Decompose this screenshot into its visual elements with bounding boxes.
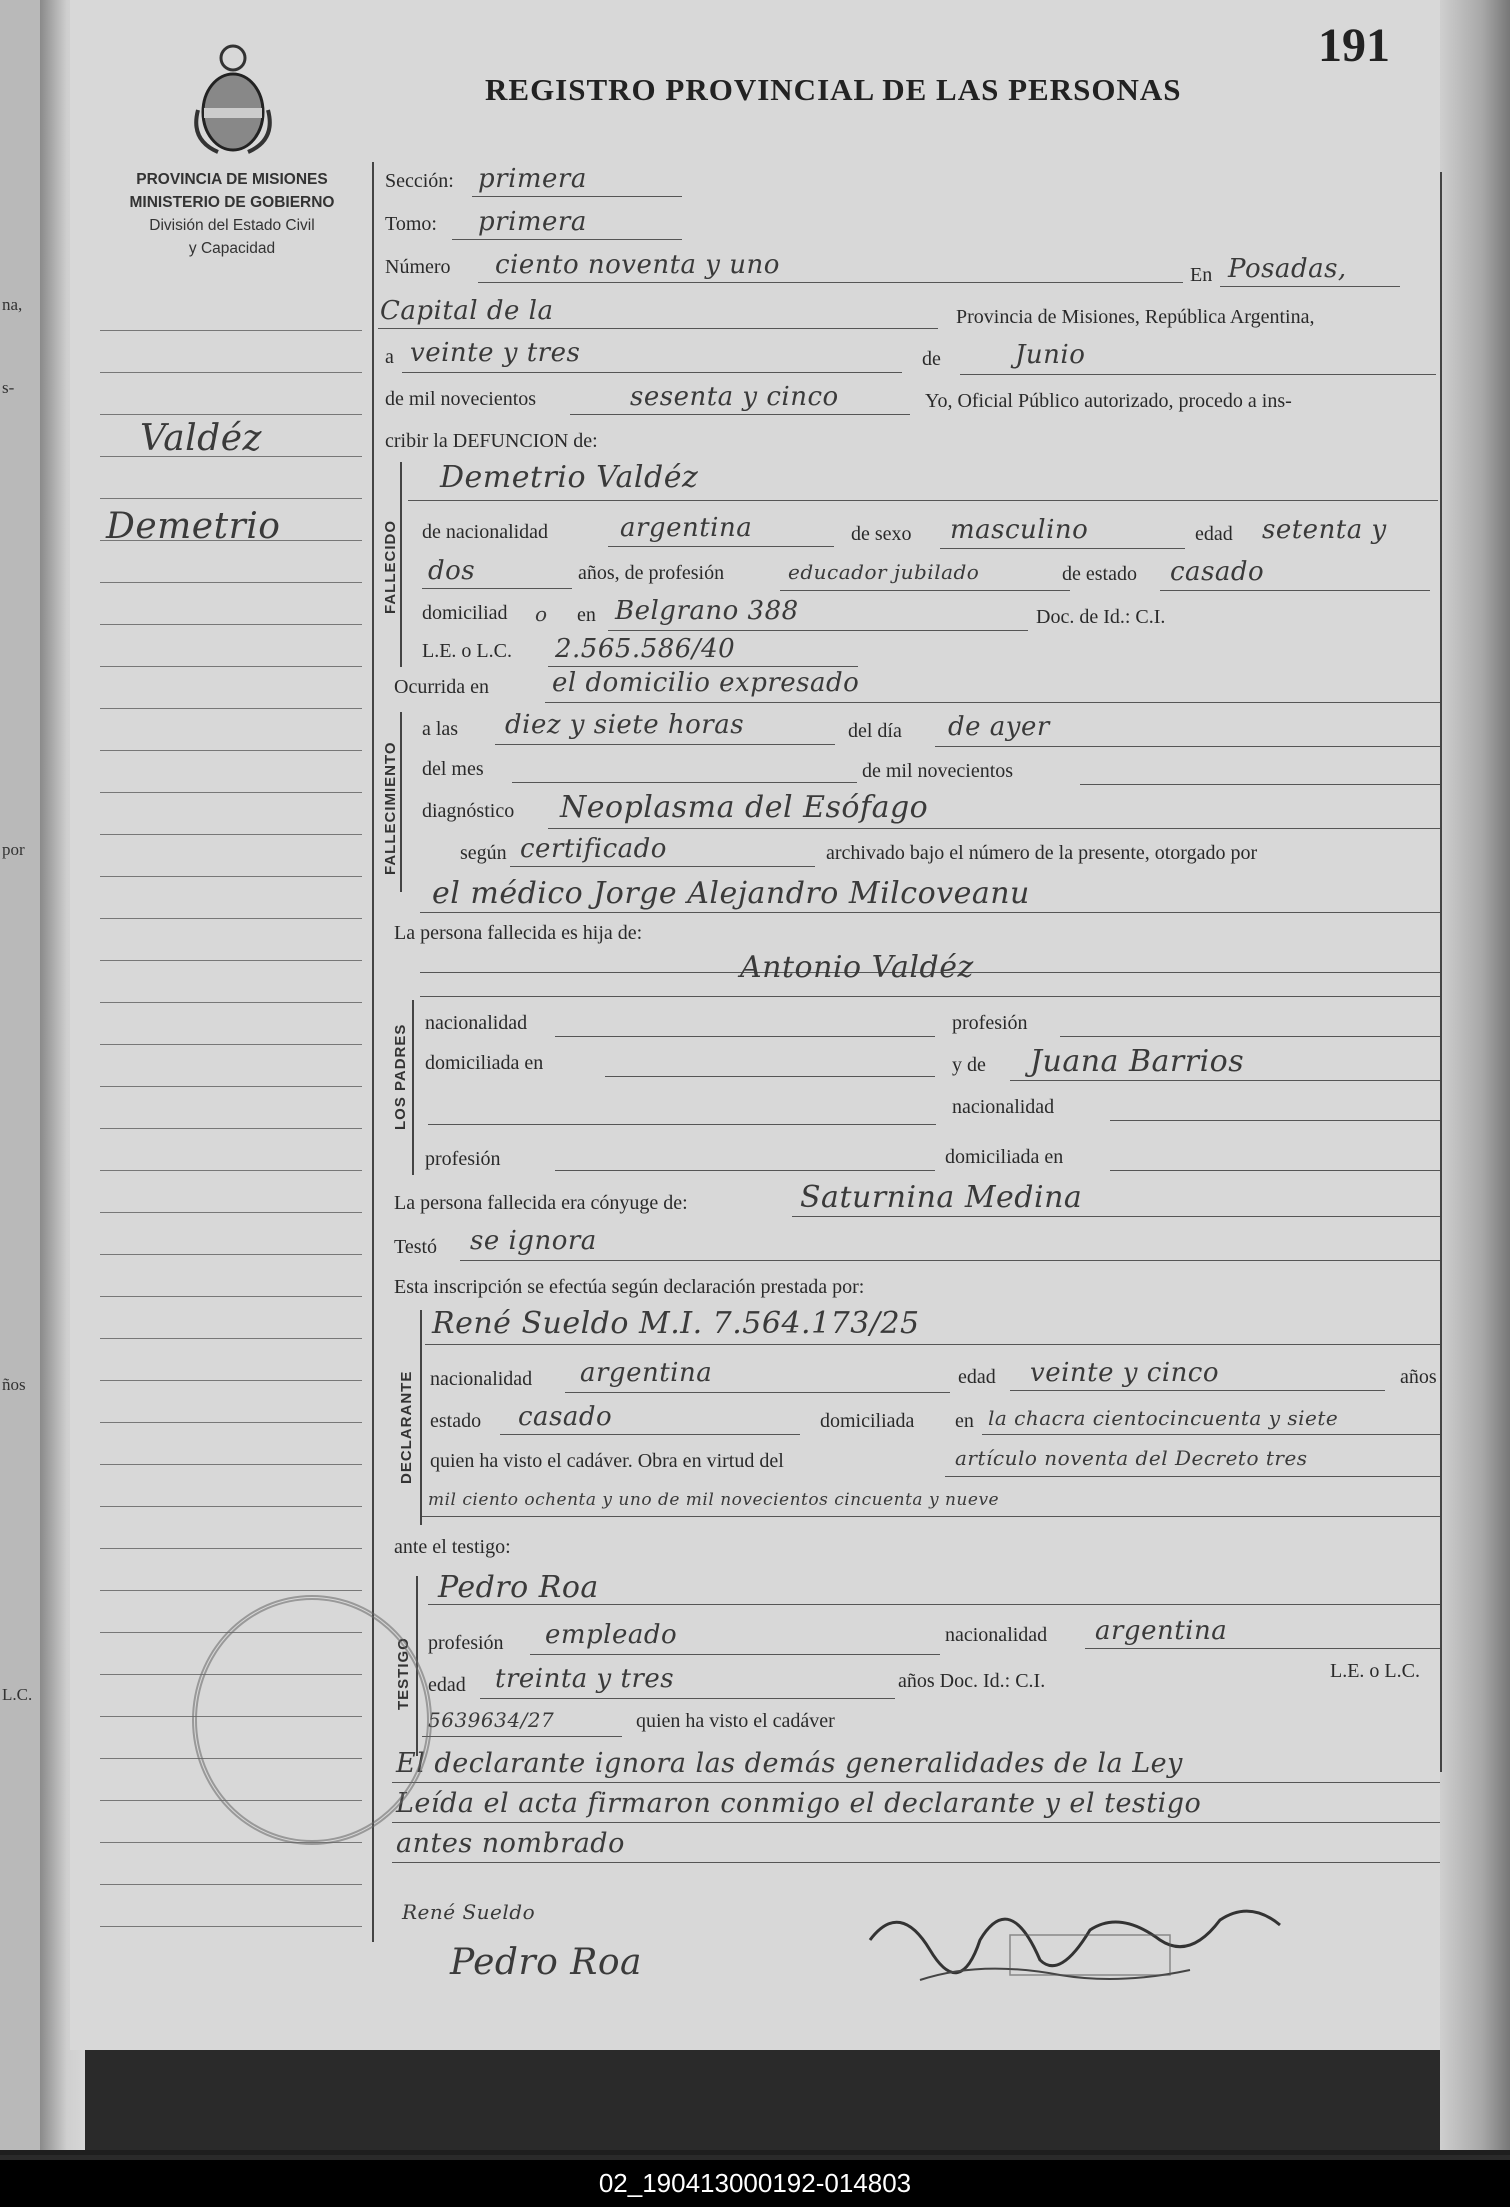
medico-line [420, 912, 1440, 913]
coat-of-arms-icon [188, 40, 278, 160]
margin-rule [100, 1590, 362, 1591]
nacionalidad-label: de nacionalidad [422, 521, 549, 543]
signature-testigo: Pedro Roa [450, 1942, 643, 1983]
anio-value: sesenta y cinco [630, 382, 839, 412]
declarante-edad-label: edad [958, 1366, 996, 1388]
declarante-domicilio: la chacra cientocincuenta y siete [988, 1406, 1339, 1430]
de-label: de [922, 348, 941, 370]
signature-declarante: René Sueldo [402, 1900, 536, 1924]
madre-nacionalidad-label: nacionalidad [952, 1096, 1055, 1118]
testigo-nacionalidad: argentina [1095, 1616, 1228, 1646]
dia-value: de ayer [948, 712, 1050, 742]
testigo-nombre: Pedro Roa [438, 1570, 599, 1605]
profesion-value: educador jubilado [788, 560, 980, 584]
declarante-side-label: DECLARANTE [398, 1370, 415, 1484]
left-page-fragment: na, [2, 295, 23, 314]
seccion-value: primera [478, 164, 587, 194]
del-mes-line [512, 782, 857, 783]
margin-rule [100, 666, 362, 667]
margin-rule [100, 708, 362, 709]
declarante-nombre-line [425, 1344, 1440, 1345]
testigo-doc-value: 5639634/27 [428, 1708, 555, 1732]
hora-value: diez y siete horas [505, 710, 745, 740]
nota-line-1: El declarante ignora las demás generalidades de la Ley [396, 1748, 1183, 1779]
scan-bottom-edge [0, 2150, 1510, 2155]
edad-value-1: setenta y [1262, 515, 1387, 545]
conyuge-line [792, 1216, 1440, 1217]
testigo-doc-label: años Doc. Id.: C.I. [898, 1670, 1046, 1692]
le-label: L.E. o L.C. [422, 640, 512, 662]
official-round-stamp [192, 1595, 432, 1845]
fallecimiento-side-label: FALLECIMIENTO [382, 741, 399, 875]
domicilio-en-label: en [577, 604, 596, 626]
madre-line [1010, 1080, 1440, 1081]
declarante-domicilio-line [982, 1434, 1440, 1435]
madre-profesion-label: profesión [425, 1148, 501, 1170]
tomo-line [452, 239, 682, 240]
ocurrida-line [545, 702, 1440, 703]
nota-line-1-rule [392, 1782, 1440, 1783]
estado-line [1160, 590, 1430, 591]
declarante-obra-2-line [422, 1516, 1440, 1517]
fallecido-side-label: FALLECIDO [382, 520, 399, 614]
edad-label: edad [1195, 523, 1233, 545]
padres-bracket [412, 1000, 414, 1175]
margin-rule [100, 960, 362, 961]
testigo-le-label: L.E. o L.C. [1330, 1660, 1420, 1682]
dia-value: veinte y tres [410, 338, 581, 368]
declarante-quien-text: quien ha visto el cadáver. Obra en virtud del [430, 1450, 784, 1472]
tomo-label: Tomo: [385, 213, 437, 235]
page-number: 191 [1318, 19, 1390, 72]
declarante-nombre: René Sueldo M.I. 7.564.173/25 [432, 1306, 920, 1341]
numero-line [478, 282, 1183, 283]
header-capacidad: y Capacidad [188, 240, 276, 257]
inscribir-text: cribir la DEFUNCION de: [385, 430, 598, 452]
mes-line [960, 374, 1436, 375]
margin-rule [100, 918, 362, 919]
padre-profesion-line [1060, 1036, 1440, 1037]
numero-label: Número [385, 256, 451, 278]
margin-rule [100, 876, 362, 877]
declarante-estado-line [500, 1434, 800, 1435]
document-title: REGISTRO PROVINCIAL DE LAS PERSONAS [485, 72, 1182, 107]
margin-rule [100, 1170, 362, 1171]
margin-surname: Valdéz [140, 418, 262, 459]
capital-line [378, 328, 938, 329]
declarante-obra-1-line [945, 1476, 1440, 1477]
padre-profesion-label: profesión [952, 1012, 1028, 1034]
margin-rule [100, 1002, 362, 1003]
segun-line [510, 866, 815, 867]
official-signature-icon [860, 1880, 1290, 2000]
padre-domicilio-line-2 [428, 1124, 936, 1125]
inscripcion-text: Esta inscripción se efectúa según declaración prestada por: [394, 1276, 865, 1298]
margin-rule [100, 330, 362, 331]
oficial-text: Yo, Oficial Público autorizado, procedo a ins- [925, 390, 1292, 412]
anio-line [570, 414, 910, 415]
declarante-obra-1: artículo noventa del Decreto tres [955, 1446, 1308, 1470]
en-line [1220, 286, 1400, 287]
margin-rule [100, 1296, 362, 1297]
seccion-line [472, 196, 682, 197]
margin-rule [100, 1380, 362, 1381]
fallecido-nombre-line [408, 500, 1438, 501]
margin-given-name: Demetrio [106, 506, 281, 547]
margin-rule [100, 624, 362, 625]
declarante-nacionalidad: argentina [580, 1358, 713, 1388]
diagnostico-value: Neoplasma del Esófago [560, 790, 929, 825]
fallecido-bracket [400, 462, 402, 667]
nacionalidad-value: argentina [620, 513, 753, 543]
testo-value: se ignora [470, 1226, 597, 1256]
margin-rule [100, 1464, 362, 1465]
margin-rule [100, 1548, 362, 1549]
estado-label: de estado [1062, 563, 1137, 585]
mes-value: Junio [1015, 340, 1086, 370]
seccion-label: Sección: [385, 170, 454, 192]
testigo-doc-line [422, 1736, 622, 1737]
hora-line [495, 744, 835, 745]
testigo-nacionalidad-label: nacionalidad [945, 1624, 1048, 1646]
segun-label: según [460, 842, 507, 864]
edad-value-2: dos [428, 556, 476, 586]
profesion-line [780, 590, 1070, 591]
archivado-text: archivado bajo el número de la presente, otorgado por [826, 842, 1258, 864]
le-value: 2.565.586/40 [555, 634, 736, 664]
margin-rule [100, 1128, 362, 1129]
edad-line [422, 588, 572, 589]
margin-rule [100, 834, 362, 835]
en-value: Posadas, [1228, 254, 1347, 284]
hija-de-label: La persona fallecida es hija de: [394, 922, 643, 944]
margin-rule [100, 414, 362, 415]
domicilio-line [608, 630, 1028, 631]
anios-profesion-label: años, de profesión [578, 562, 725, 584]
segun-value: certificado [520, 834, 667, 864]
conyuge-value: Saturnina Medina [800, 1180, 1083, 1215]
header-ministry: MINISTERIO DE GOBIERNO [129, 194, 335, 211]
del-dia-label: del día [848, 720, 902, 742]
domiciliado-label: domiciliad [422, 602, 508, 624]
en-label: En [1190, 264, 1213, 286]
padre-domiciliada-label: domiciliada en [425, 1052, 544, 1074]
testigo-ante-label: ante el testigo: [394, 1536, 511, 1558]
testo-line [460, 1260, 1440, 1261]
margin-rule [100, 1422, 362, 1423]
testo-label: Testó [394, 1236, 438, 1258]
padre-value: Antonio Valdéz [740, 950, 974, 985]
numero-value: ciento noventa y uno [495, 250, 780, 280]
a-label: a [385, 346, 394, 368]
dia-line [402, 372, 902, 373]
capital-value: Capital de la [380, 296, 554, 326]
left-page-fragment: por [2, 840, 25, 859]
header-province: PROVINCIA DE MISIONES [136, 171, 328, 188]
le-line [548, 666, 858, 667]
padre-line [420, 996, 1440, 997]
madre-domiciliada-label: domiciliada en [945, 1146, 1064, 1168]
testigo-side-label: TESTIGO [395, 1637, 412, 1710]
madre-domicilio-line [1110, 1170, 1440, 1171]
testigo-profesion-label: profesión [428, 1632, 504, 1654]
doc-label: Doc. de Id.: C.I. [1036, 606, 1166, 628]
declarante-anios-label: años [1400, 1366, 1437, 1388]
y-de-label: y de [952, 1054, 986, 1076]
fallecido-nombre: Demetrio Valdéz [440, 460, 699, 495]
testigo-edad: treinta y tres [495, 1664, 675, 1694]
nota-line-3-rule [392, 1862, 1440, 1863]
testigo-profesion: empleado [545, 1620, 678, 1650]
margin-rule [100, 1086, 362, 1087]
sexo-label: de sexo [851, 523, 912, 545]
estado-value: casado [1170, 557, 1265, 587]
testigo-edad-line [480, 1698, 895, 1699]
left-adjacent-page [0, 0, 40, 2150]
fallecimiento-bracket [400, 712, 402, 892]
madre-profesion-line [555, 1170, 935, 1171]
testigo-quien-text: quien ha visto el cadáver [636, 1710, 835, 1732]
scan-filename: 02_190413000192-014803 [0, 2160, 1510, 2207]
tomo-value: primera [478, 207, 587, 237]
left-page-fragment: ños [2, 1375, 26, 1394]
diagnostico-line [548, 828, 1440, 829]
margin-rule [100, 1254, 362, 1255]
margin-rule [100, 1506, 362, 1507]
declarante-edad: veinte y cinco [1030, 1358, 1220, 1388]
sexo-line [940, 548, 1185, 549]
margin-rule [100, 372, 362, 373]
testigo-nombre-line [428, 1604, 1440, 1605]
nota-line-3: antes nombrado [396, 1828, 625, 1859]
declarante-obra-2: mil ciento ochenta y uno de mil novecientos cincuenta y nueve [428, 1490, 1000, 1510]
padres-side-label: LOS PADRES [392, 1023, 409, 1130]
diagnostico-label: diagnóstico [422, 800, 515, 822]
header-division: División del Estado Civil [149, 217, 315, 234]
declarante-bracket [420, 1310, 422, 1525]
padre-domicilio-line [605, 1076, 935, 1077]
declarante-estado-label: estado [430, 1410, 482, 1432]
padre-nacionalidad-line [555, 1036, 935, 1037]
margin-rule [100, 1926, 362, 1927]
domiciliado-suffix: o [535, 602, 548, 626]
declarante-en-label: en [955, 1410, 974, 1432]
left-page-fragment: L.C. [2, 1685, 33, 1704]
margin-rule [100, 582, 362, 583]
declarante-nacionalidad-line [565, 1392, 950, 1393]
declarante-domiciliada-label: domiciliada [820, 1410, 915, 1432]
mil-fall-label: de mil novecientos [862, 760, 1014, 782]
domicilio-value: Belgrano 388 [615, 596, 799, 626]
medico-value: el médico Jorge Alejandro Milcoveanu [432, 876, 1030, 911]
mil-label: de mil novecientos [385, 388, 537, 410]
page-right-edge [1440, 0, 1510, 2150]
conyuge-label: La persona fallecida era cónyuge de: [394, 1192, 688, 1214]
ocurrida-label: Ocurrida en [394, 676, 489, 698]
margin-rule [100, 750, 362, 751]
mil-fall-line [1080, 784, 1440, 785]
testigo-nacionalidad-line [1085, 1648, 1440, 1649]
margin-rule [100, 1884, 362, 1885]
margin-rule [100, 792, 362, 793]
left-page-fragment: s- [2, 378, 15, 397]
margin-rule [100, 1338, 362, 1339]
dia-fall-line [935, 746, 1440, 747]
header-left-block [92, 168, 372, 260]
sexo-value: masculino [950, 515, 1089, 545]
a-las-label: a las [422, 718, 459, 740]
provincia-text: Provincia de Misiones, República Argentina, [956, 306, 1315, 328]
madre-value: Juana Barrios [1030, 1044, 1245, 1079]
madre-nacionalidad-line [1110, 1120, 1440, 1121]
right-border [1440, 172, 1442, 1772]
padre-nacionalidad-label: nacionalidad [425, 1012, 528, 1034]
declarante-edad-line [1010, 1390, 1385, 1391]
del-mes-label: del mes [422, 758, 484, 780]
margin-rule [100, 498, 362, 499]
ocurrida-value: el domicilio expresado [552, 668, 860, 698]
declarante-nacionalidad-label: nacionalidad [430, 1368, 533, 1390]
nacionalidad-line [608, 546, 834, 547]
margin-rule [100, 1044, 362, 1045]
testigo-edad-label: edad [428, 1674, 466, 1696]
testigo-profesion-line [530, 1654, 940, 1655]
declarante-estado: casado [518, 1402, 613, 1432]
nota-line-2-rule [392, 1822, 1440, 1823]
nota-line-2: Leída el acta firmaron conmigo el declarante y el testigo [396, 1788, 1202, 1819]
margin-rule [100, 1212, 362, 1213]
